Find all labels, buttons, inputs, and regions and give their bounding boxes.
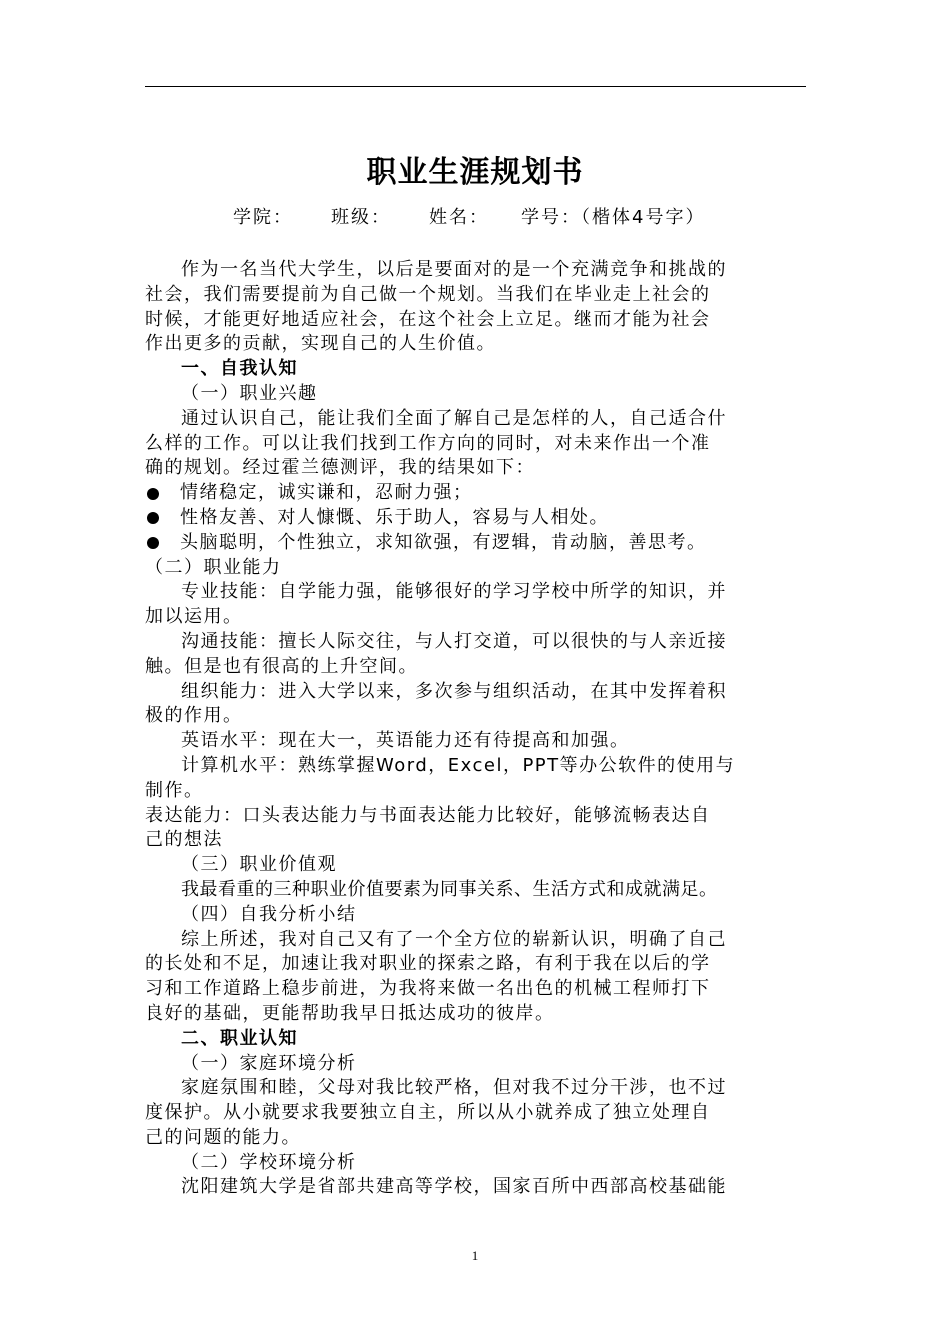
paragraph-line: 社会，我们需要提前为自己做一个规划。当我们在毕业走上社会的 bbox=[145, 283, 711, 305]
paragraph-line: 时候，才能更好地适应社会，在这个社会上立足。继而才能为社会 bbox=[145, 308, 711, 330]
bullet-dot-icon bbox=[147, 537, 159, 549]
paragraph-line: 专业技能：自学能力强，能够很好的学习学校中所学的知识，并 bbox=[181, 581, 727, 603]
paragraph-line: 组织能力：进入大学以来，多次参与组织活动，在其中发挥着积 bbox=[181, 680, 727, 702]
paragraph-line: 加以运用。 bbox=[145, 606, 243, 628]
subsection-heading: （三）职业价值观 bbox=[181, 854, 337, 876]
college-label: 学院： bbox=[233, 207, 293, 228]
paragraph-line: 触。但是也有很高的上升空间。 bbox=[145, 655, 418, 677]
paragraph-line: 计算机水平：熟练掌握Word，Excel，PPT等办公软件的使用与 bbox=[181, 754, 736, 776]
bullet-item bbox=[145, 531, 813, 556]
class-label: 班级： bbox=[331, 207, 391, 228]
paragraph-line: 我最看重的三种职业价值要素为同事关系、生活方式和成就满足。 bbox=[181, 878, 718, 900]
subsection-heading: （一）家庭环境分析 bbox=[181, 1052, 357, 1074]
header-rule bbox=[145, 86, 806, 87]
paragraph-line: 家庭氛围和睦，父母对我比较严格，但对我不过分干涉，也不过 bbox=[181, 1077, 727, 1099]
paragraph-line: 英语水平：现在大一，英语能力还有待提高和加强。 bbox=[181, 730, 630, 752]
bullet-item bbox=[145, 506, 813, 531]
document-body bbox=[145, 258, 813, 1200]
subsection-heading: （二）学校环境分析 bbox=[181, 1151, 357, 1173]
student-id-label: 学号：（楷体4号字） bbox=[521, 207, 706, 228]
section-heading: 二、职业认知 bbox=[181, 1027, 298, 1049]
paragraph-line: 极的作用。 bbox=[145, 705, 243, 727]
section-heading: 一、自我认知 bbox=[181, 358, 298, 380]
paragraph-line: 综上所述，我对自己又有了一个全方位的崭新认识，明确了自己 bbox=[181, 928, 727, 950]
paragraph-line: 沈阳建筑大学是省部共建高等学校，国家百所中西部高校基础能 bbox=[181, 1176, 727, 1198]
paragraph-line: 度保护。从小就要求我要独立自主，所以从小就养成了独立处理自 bbox=[145, 1102, 711, 1124]
paragraph-line: 作出更多的贡献，实现自己的人生价值。 bbox=[145, 333, 496, 355]
paragraph-line: 良好的基础，更能帮助我早日抵达成功的彼岸。 bbox=[145, 1002, 555, 1024]
paragraph-line: 作为一名当代大学生，以后是要面对的是一个充满竞争和挑战的 bbox=[181, 259, 727, 280]
paragraph-line: 己的问题的能力。 bbox=[145, 1126, 301, 1148]
paragraph-line: 通过认识自己，能让我们全面了解自己是怎样的人，自己适合什 bbox=[181, 407, 727, 429]
paragraph-line: 的长处和不足，加速让我对职业的探索之路，有利于我在以后的学 bbox=[145, 953, 711, 975]
page-number: 1 bbox=[471, 1248, 479, 1263]
paragraph-line: 沟通技能：擅长人际交往，与人打交道，可以很快的与人亲近接 bbox=[181, 630, 727, 652]
bullet-dot-icon bbox=[147, 512, 159, 524]
bullet-text: 性格友善、对人慷慨、乐于助人，容易与人相处。 bbox=[180, 506, 609, 528]
subsection-heading: （四）自我分析小结 bbox=[181, 903, 357, 925]
name-label: 姓名： bbox=[429, 207, 489, 228]
paragraph-line: 表达能力：口头表达能力与书面表达能力比较好，能够流畅表达自 bbox=[145, 804, 711, 826]
bullet-text: 头脑聪明，个性独立，求知欲强，有逻辑，肯动脑，善思考。 bbox=[180, 531, 707, 553]
document-title: 职业生涯规划书 bbox=[366, 155, 584, 190]
paragraph-line: 么样的工作。可以让我们找到工作方向的同时，对未来作出一个准 bbox=[145, 432, 711, 454]
bullet-dot-icon bbox=[147, 488, 159, 500]
subsection-heading: （一）职业兴趣 bbox=[181, 382, 318, 404]
subsection-heading: （二）职业能力 bbox=[145, 556, 282, 578]
paragraph-line: 确的规划。经过霍兰德测评，我的结果如下： bbox=[145, 457, 535, 479]
bullet-item bbox=[145, 481, 813, 506]
paragraph-line: 己的想法 bbox=[145, 829, 223, 851]
paragraph-line: 制作。 bbox=[145, 779, 204, 801]
bullet-text: 情绪稳定，诚实谦和，忍耐力强； bbox=[180, 482, 473, 504]
paragraph-line: 习和工作道路上稳步前进，为我将来做一名出色的机械工程师打下 bbox=[145, 978, 711, 1000]
document-meta bbox=[233, 205, 705, 231]
